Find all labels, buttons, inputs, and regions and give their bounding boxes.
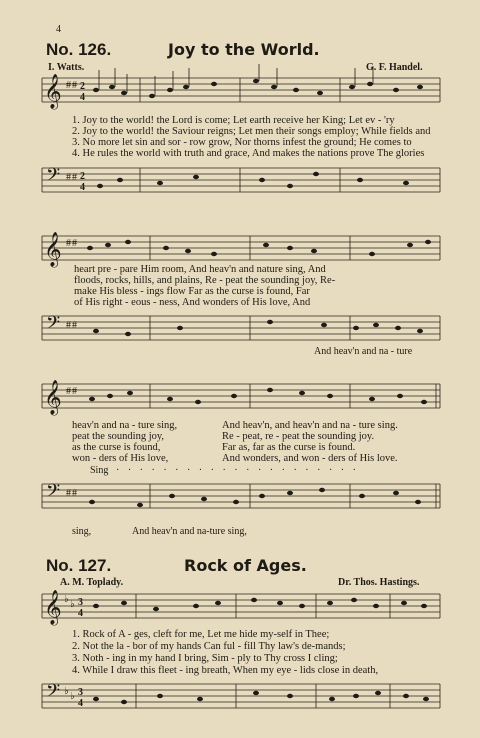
hymn-127-title: Rock of Ages.: [184, 556, 307, 575]
hymn-126-verse-3-line-3: as the curse is found,: [72, 442, 161, 453]
svg-text:2: 2: [80, 171, 85, 182]
hymn-127-verse-2: 2. Not the la - bor of my hands Can ful - fill Thy law's de-mands;: [72, 641, 346, 652]
hymn-126-verse-3-line-2: make His bless - ings flow Far as the curse is found, Far: [74, 286, 310, 297]
treble-staff-4: [0, 590, 480, 630]
hymn-126-bass-cue-3b: And heav'n and na-ture sing,: [132, 526, 247, 537]
sing-cue-dots: · · · · · · · · · · · · · · · · · · · · ·: [116, 465, 359, 476]
bass-staff-1: [0, 164, 480, 204]
hymn-126-verse-1-line-2: heart pre - pare Him room, And heav'n and nature sing, And: [74, 264, 326, 275]
hymn-126-verse-1-line-1: 1. Joy to the world! the Lord is come; Let earth receive her King; Let ev - 'ry: [72, 115, 395, 126]
svg-text:𝄢: 𝄢: [46, 480, 61, 505]
hymn-126-author: I. Watts.: [48, 62, 85, 73]
page-mark: 4: [56, 24, 61, 35]
svg-text:♭: ♭: [64, 686, 69, 697]
svg-text:#: #: [72, 238, 77, 249]
svg-text:#: #: [72, 386, 77, 397]
hymn-127-verse-3: 3. Noth - ing in my hand I bring, Sim - ply to Thy cross I cling;: [72, 653, 338, 664]
svg-text:#: #: [66, 80, 71, 91]
hymn-127-number: No. 127.: [46, 556, 112, 575]
svg-text:4: 4: [80, 92, 85, 103]
svg-text:𝄢: 𝄢: [46, 312, 61, 337]
hymn-126-verse-1-line-3: heav'n and na - ture sing,: [72, 420, 178, 431]
bass-staff-4: [0, 680, 480, 720]
hymn-126-title: Joy to the World.: [168, 40, 320, 59]
svg-text:4: 4: [78, 608, 83, 619]
svg-text:𝄢: 𝄢: [46, 164, 61, 189]
hymn-126-verse-3-line-1: 3. No more let sin and sor - row grow, Nor thorns infest the ground; He comes to: [72, 137, 412, 148]
svg-text:3: 3: [78, 597, 83, 608]
hymn-126-verse-2-line-3: peat the sounding joy,: [72, 431, 165, 442]
hymn-126-verse-4-line-2: of His right - eous - ness, And wonders of His love, And: [74, 297, 311, 308]
svg-text:𝄞: 𝄞: [44, 75, 62, 108]
hymn-127-author: A. M. Toplady.: [60, 577, 124, 588]
svg-text:𝄞: 𝄞: [44, 381, 62, 414]
hymn-126-verse-1-line-3b: And heav'n, and heav'n and na - ture sing.: [222, 420, 398, 431]
treble-staff-3: [0, 380, 480, 420]
hymn-126-verse-4-line-3b: And wonders, and won - ders of His love.: [222, 453, 398, 464]
svg-text:#: #: [66, 320, 71, 331]
hymn-126-verse-2-line-1: 2. Joy to the world! the Saviour reigns; Let men their songs employ; While fields and: [72, 126, 431, 137]
hymn-126-verse-3-line-3b: Far as, far as the curse is found.: [222, 442, 356, 453]
svg-text:♭: ♭: [70, 599, 75, 610]
bass-staff-3: [0, 480, 480, 520]
svg-text:#: #: [66, 238, 71, 249]
svg-text:♭: ♭: [70, 691, 75, 702]
hymn-127-composer: Dr. Thos. Hastings.: [338, 577, 420, 588]
hymn-127-verse-1: 1. Rock of A - ges, cleft for me, Let me hide my-self in Thee;: [72, 629, 330, 640]
hymn-126-verse-2-line-2: floods, rocks, hills, and plains, Re - peat the sounding joy, Re-: [74, 275, 336, 286]
svg-text:#: #: [72, 80, 77, 91]
svg-text:♭: ♭: [64, 594, 69, 605]
svg-text:𝄢: 𝄢: [46, 680, 61, 705]
svg-text:4: 4: [80, 182, 85, 193]
svg-text:#: #: [66, 386, 71, 397]
hymn-126-bass-cue-2: And heav'n and na - ture: [314, 346, 413, 357]
hymn-126-verse-2-line-3b: Re - peat, re - peat the sounding joy.: [222, 431, 375, 442]
svg-text:#: #: [66, 172, 71, 183]
svg-text:#: #: [66, 488, 71, 499]
svg-text:4: 4: [78, 698, 83, 709]
hymn-126-verse-4-line-1: 4. He rules the world with truth and grace, And makes the nations prove The glories: [72, 148, 425, 159]
treble-staff-1: [0, 74, 480, 114]
svg-text:#: #: [72, 172, 77, 183]
hymn-126-sing-cue: Sing: [90, 465, 109, 476]
hymn-127-verse-4: 4. While I draw this fleet - ing breath, When my eye - lids close in death,: [72, 665, 379, 676]
hymn-126-composer: G. F. Handel.: [366, 62, 423, 73]
svg-text:#: #: [72, 488, 77, 499]
hymn-126-bass-cue-3a: sing,: [72, 526, 92, 537]
hymn-126-number: No. 126.: [46, 40, 112, 59]
hymn-126-verse-4-line-3: won - ders of His love,: [72, 453, 169, 464]
svg-text:𝄞: 𝄞: [44, 233, 62, 266]
svg-text:3: 3: [78, 687, 83, 698]
svg-text:#: #: [72, 320, 77, 331]
svg-text:2: 2: [80, 81, 85, 92]
svg-text:𝄞: 𝄞: [44, 591, 62, 624]
